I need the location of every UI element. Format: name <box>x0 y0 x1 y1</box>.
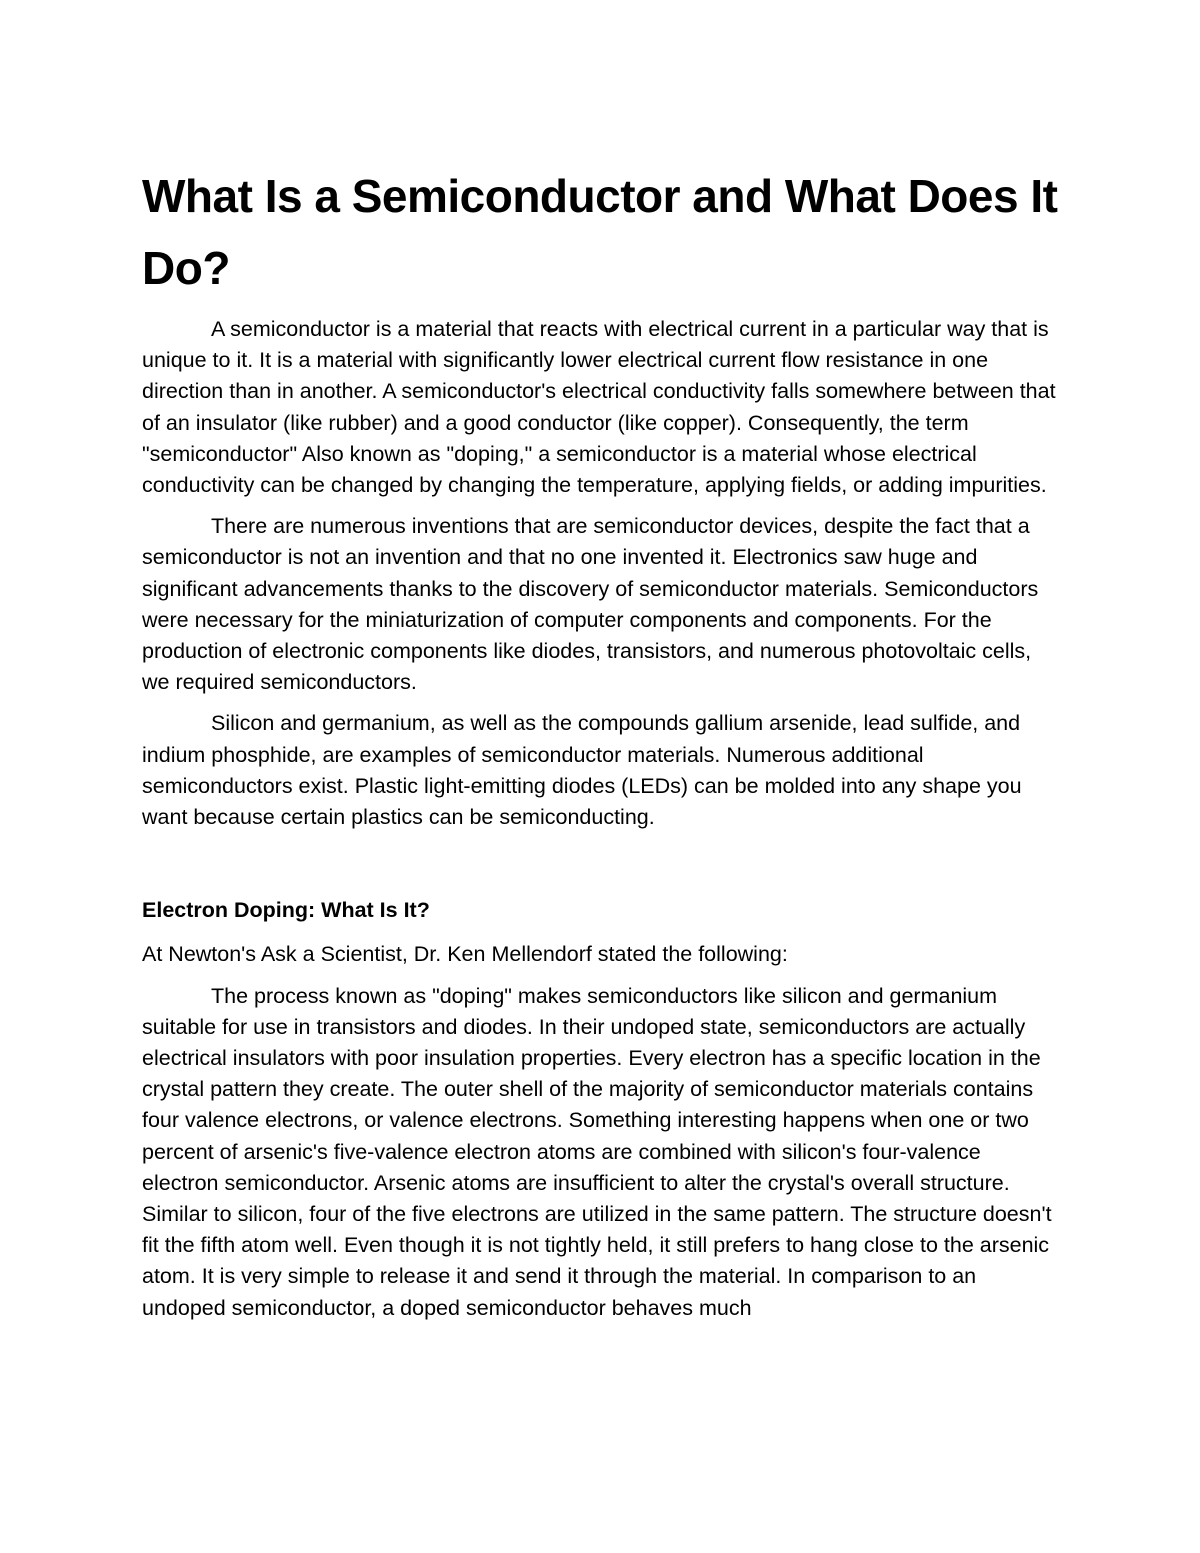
section-intro: At Newton's Ask a Scientist, Dr. Ken Mellendorf stated the following: <box>142 942 788 967</box>
paragraph-inventions: There are numerous inventions that are semiconductor devices, despite the fact that a semiconductor is not an invention and that no one invented it. Electronics saw huge and significant advancements thanks to the discovery of semiconductor materials. Semiconductors were necessary for the miniaturization of computer components and components. For the production of electronic components like diodes, transistors, and numerous photovoltaic cells, we required semiconductors. <box>142 514 1039 695</box>
section-heading: Electron Doping: What Is It? <box>142 898 430 923</box>
document-page <box>142 160 1062 1334</box>
document-title: What Is a Semiconductor and What Does It Do? <box>142 170 1058 294</box>
paragraph-materials: Silicon and germanium, as well as the compounds gallium arsenide, lead sulfide, and indium phosphide, are examples of semiconductor materials. Numerous additional semiconductors exist. Plastic light-emitting diodes (LEDs) can be molded into any shape you want because certain plastics can be semiconducting. <box>142 711 1022 830</box>
section-quote: The process known as "doping" makes semiconductors like silicon and germanium suitable for use in transistors and diodes. In their undoped state, semiconductors are actually electrical insulators with poor insulation properties. Every electron has a specific location in the crystal pattern they create. The outer shell of the majority of semiconductor materials contains four valence electrons, or valence electrons. Something interesting happens when one or two percent of arsenic's five-valence electron atoms are combined with silicon's four-valence electron semiconductor. Arsenic atoms are insufficient to alter the crystal's overall structure. Similar to silicon, four of the five electrons are utilized in the same pattern. The structure doesn't fit the fifth atom well. Even though it is not tightly held, it still prefers to hang close to the arsenic atom. It is very simple to release it and send it through the material. In comparison to an undoped semiconductor, a doped semiconductor behaves much <box>142 983 1052 1320</box>
paragraph-definition: A semiconductor is a material that reacts with electrical current in a particular way that is unique to it. It is a material with significantly lower electrical current flow resistance in one direction than in another. A semiconductor's electrical conductivity falls somewhere between that of an insulator (like rubber) and a good conductor (like copper). Consequently, the term "semiconductor" Also known as "doping," a semiconductor is a material whose electrical conductivity can be changed by changing the temperature, applying fields, or adding impurities. <box>142 317 1056 498</box>
